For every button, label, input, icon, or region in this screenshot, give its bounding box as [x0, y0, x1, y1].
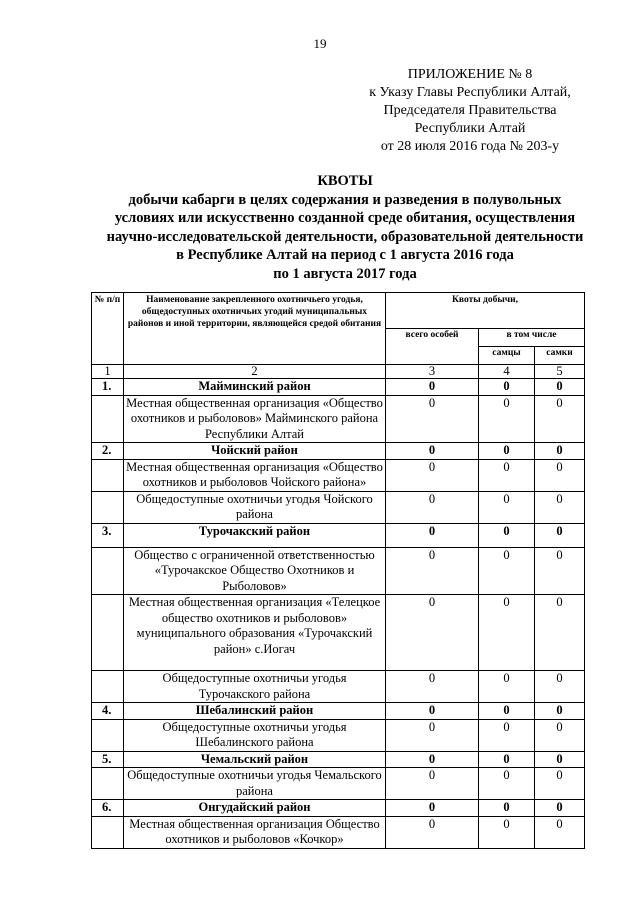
district-row	[92, 800, 585, 817]
column-number: 3	[386, 365, 479, 379]
row-males: 0	[479, 816, 535, 848]
row-total: 0	[386, 751, 479, 768]
row-num	[92, 671, 124, 703]
row-total: 0	[386, 595, 479, 671]
row-name: Местная общественная организация «Общество охотников и рыболовов» Майминского района Республики Алтай	[124, 395, 386, 443]
row-num: 5.	[92, 751, 124, 768]
row-num	[92, 459, 124, 491]
row-males: 0	[479, 443, 535, 460]
row-males: 0	[479, 395, 535, 443]
row-females: 0	[535, 800, 585, 817]
row-total: 0	[386, 800, 479, 817]
row-total: 0	[386, 523, 479, 547]
row-name: Общедоступные охотничьи угодья Чойского района	[124, 491, 386, 523]
table-row	[92, 719, 585, 751]
appendix-header	[355, 66, 585, 156]
row-females: 0	[535, 443, 585, 460]
row-males: 0	[479, 379, 535, 396]
row-total: 0	[386, 671, 479, 703]
title-line: в Республике Алтай на период с 1 августа 2016 года	[176, 247, 514, 263]
title-line: добычи кабарги в целях содержания и разведения в полувольных	[128, 191, 562, 208]
row-males: 0	[479, 459, 535, 491]
row-name: Местная общественная организация Общество охотников и рыболовов «Кочкор»	[124, 816, 386, 848]
title-line: научно-исследовательской деятельности, образовательной деятельности	[106, 228, 584, 245]
appendix-line: к Указу Главы Республики Алтай,	[369, 85, 571, 100]
row-females: 0	[535, 595, 585, 671]
row-females: 0	[535, 395, 585, 443]
row-total: 0	[386, 719, 479, 751]
row-females: 0	[535, 491, 585, 523]
row-total: 0	[386, 443, 479, 460]
row-females: 0	[535, 768, 585, 800]
column-number: 1	[92, 365, 124, 379]
row-name: Общедоступные охотничьи угодья Турочакского района	[124, 671, 386, 703]
row-males: 0	[479, 491, 535, 523]
header-males: самцы	[479, 347, 535, 365]
table-row	[92, 671, 585, 703]
row-total: 0	[386, 703, 479, 720]
row-num: 4.	[92, 703, 124, 720]
row-males: 0	[479, 547, 535, 595]
row-males: 0	[479, 768, 535, 800]
title-line: КВОТЫ	[317, 173, 373, 189]
row-num	[92, 768, 124, 800]
row-males: 0	[479, 523, 535, 547]
row-males: 0	[479, 719, 535, 751]
row-num	[92, 395, 124, 443]
row-name: Общество с ограниченной ответственностью «Турочакское Общество Охотников и Рыболовов»	[124, 547, 386, 595]
row-num: 1.	[92, 379, 124, 396]
appendix-line: ПРИЛОЖЕНИЕ № 8	[407, 67, 533, 82]
header-females: самки	[535, 347, 585, 365]
row-females: 0	[535, 816, 585, 848]
column-number: 4	[479, 365, 535, 379]
row-males: 0	[479, 671, 535, 703]
row-males: 0	[479, 595, 535, 671]
row-females: 0	[535, 459, 585, 491]
table-header	[92, 293, 585, 379]
row-females: 0	[535, 751, 585, 768]
row-total: 0	[386, 379, 479, 396]
row-total: 0	[386, 768, 479, 800]
table-row	[92, 768, 585, 800]
appendix-line: от 28 июля 2016 года № 203-у	[380, 139, 560, 154]
row-males: 0	[479, 800, 535, 817]
row-name: Шебалинский район	[124, 703, 386, 720]
table-row	[92, 816, 585, 848]
header-including: в том числе	[479, 329, 585, 347]
row-name: Онгудайский район	[124, 800, 386, 817]
title-line: условиях или искусственно созданной среде обитания, осуществления	[114, 210, 576, 226]
district-row	[92, 703, 585, 720]
row-females: 0	[535, 719, 585, 751]
row-total: 0	[386, 395, 479, 443]
row-females: 0	[535, 523, 585, 547]
quota-table	[91, 292, 585, 849]
header-num: № п/п	[92, 293, 124, 365]
table-row	[92, 491, 585, 523]
row-num: 2.	[92, 443, 124, 460]
row-total: 0	[386, 547, 479, 595]
row-num: 3.	[92, 523, 124, 547]
document-title	[70, 172, 620, 283]
row-num	[92, 595, 124, 671]
title-line: по 1 августа 2017 года	[273, 265, 417, 282]
row-name: Майминский район	[124, 379, 386, 396]
row-num	[92, 816, 124, 848]
row-num: 6.	[92, 800, 124, 817]
row-males: 0	[479, 751, 535, 768]
row-num	[92, 547, 124, 595]
district-row	[92, 751, 585, 768]
table-body	[92, 379, 585, 849]
district-row	[92, 443, 585, 460]
table-row	[92, 595, 585, 671]
district-row	[92, 379, 585, 396]
table-row	[92, 395, 585, 443]
page-number: 19	[313, 36, 327, 51]
row-females: 0	[535, 379, 585, 396]
appendix-line: Республики Алтай	[414, 121, 526, 136]
row-name: Местная общественная организация «Общество охотников и рыболовов Чойского района»	[124, 459, 386, 491]
district-row	[92, 523, 585, 547]
row-total: 0	[386, 816, 479, 848]
column-number: 5	[535, 365, 585, 379]
row-females: 0	[535, 703, 585, 720]
header-total: всего особей	[386, 329, 479, 365]
row-name: Общедоступные охотничьи угодья Шебалинского района	[124, 719, 386, 751]
appendix-line: Председателя Правительства	[383, 103, 557, 118]
header-name: Наименование закрепленного охотничьего угодья, общедоступных охотничьих угодий муниципальных районов и иной территории, являющейся средой обитания	[124, 293, 386, 365]
row-num	[92, 719, 124, 751]
row-females: 0	[535, 547, 585, 595]
row-males: 0	[479, 703, 535, 720]
row-total: 0	[386, 491, 479, 523]
row-name: Турочакский район	[124, 523, 386, 547]
row-name: Местная общественная организация «Телецкое общество охотников и рыболовов» муниципального образования «Турочакский район» с.Иогач	[124, 595, 386, 671]
table-row	[92, 547, 585, 595]
table-row	[92, 459, 585, 491]
row-name: Общедоступные охотничьи угодья Чемальского района	[124, 768, 386, 800]
row-females: 0	[535, 671, 585, 703]
row-num	[92, 491, 124, 523]
row-name: Чойский район	[124, 443, 386, 460]
column-number: 2	[124, 365, 386, 379]
row-total: 0	[386, 459, 479, 491]
row-name: Чемальский район	[124, 751, 386, 768]
header-quotas: Квоты добычи,	[386, 293, 585, 329]
